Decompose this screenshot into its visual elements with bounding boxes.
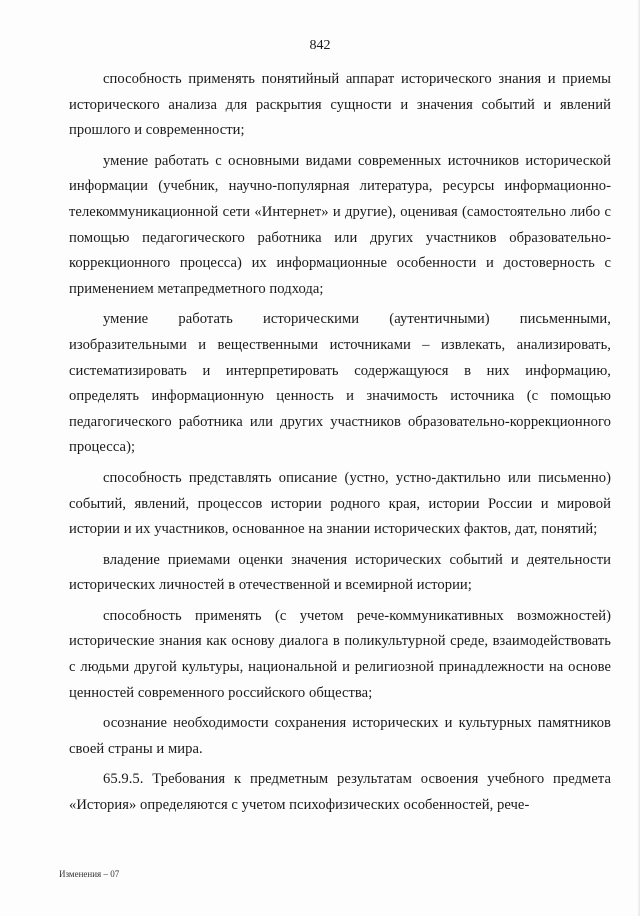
paragraph: способность применять понятийный аппарат исторического знания и приемы исторического анализа для раскрытия сущности и значения событий и явлений прошлого и современности;	[69, 71, 611, 139]
document-body	[69, 67, 611, 824]
paragraph: осознание необходимости сохранения исторических и культурных памятников своей страны и мира.	[69, 715, 611, 757]
paragraph: умение работать с основными видами современных источников исторической информации (учебник, научно-популярная литература, ресурсы информационно-телекоммуникационной сети «Интернет» и другие), оценивая (самостоятельно либо с помощью педагогического работника или других участников образовательно-коррекционного процесса) их информационные особенности и достоверность с применением метапредметного подхода;	[69, 152, 611, 297]
paragraph: 65.9.5. Требования к предметным результатам освоения учебного предмета «История» определяются с учетом психофизических особенностей, рече-	[69, 771, 611, 814]
paragraph: умение работать историческими (аутентичными) письменными, изобразительными и вещественными источниками – извлекать, анализировать, систематизировать и интерпретировать содержащуюся в них информацию, определять информационную ценность и значимость источника (с помощью педагогического работника или других участников образовательно-коррекционного процесса);	[69, 311, 611, 456]
footer-revision-note: Изменения – 07	[59, 869, 120, 879]
page-number: 842	[309, 38, 331, 53]
paragraph: способность представлять описание (устно, устно-дактильно или письменно) событий, явлений, процессов истории родного края, истории России и мировой истории и их участников, основанное на знании исторических фактов, дат, понятий;	[69, 469, 611, 538]
paragraph: владение приемами оценки значения исторических событий и деятельности исторических личностей в отечественной и всемирной истории;	[69, 551, 611, 594]
paragraph: способность применять (с учетом рече-коммуникативных возможностей) исторические знания как основу диалога в поликультурной среде, взаимодействовать с людьми другой культуры, национальной и религиозной принадлежности на основе ценностей современного российского общества;	[69, 607, 611, 701]
